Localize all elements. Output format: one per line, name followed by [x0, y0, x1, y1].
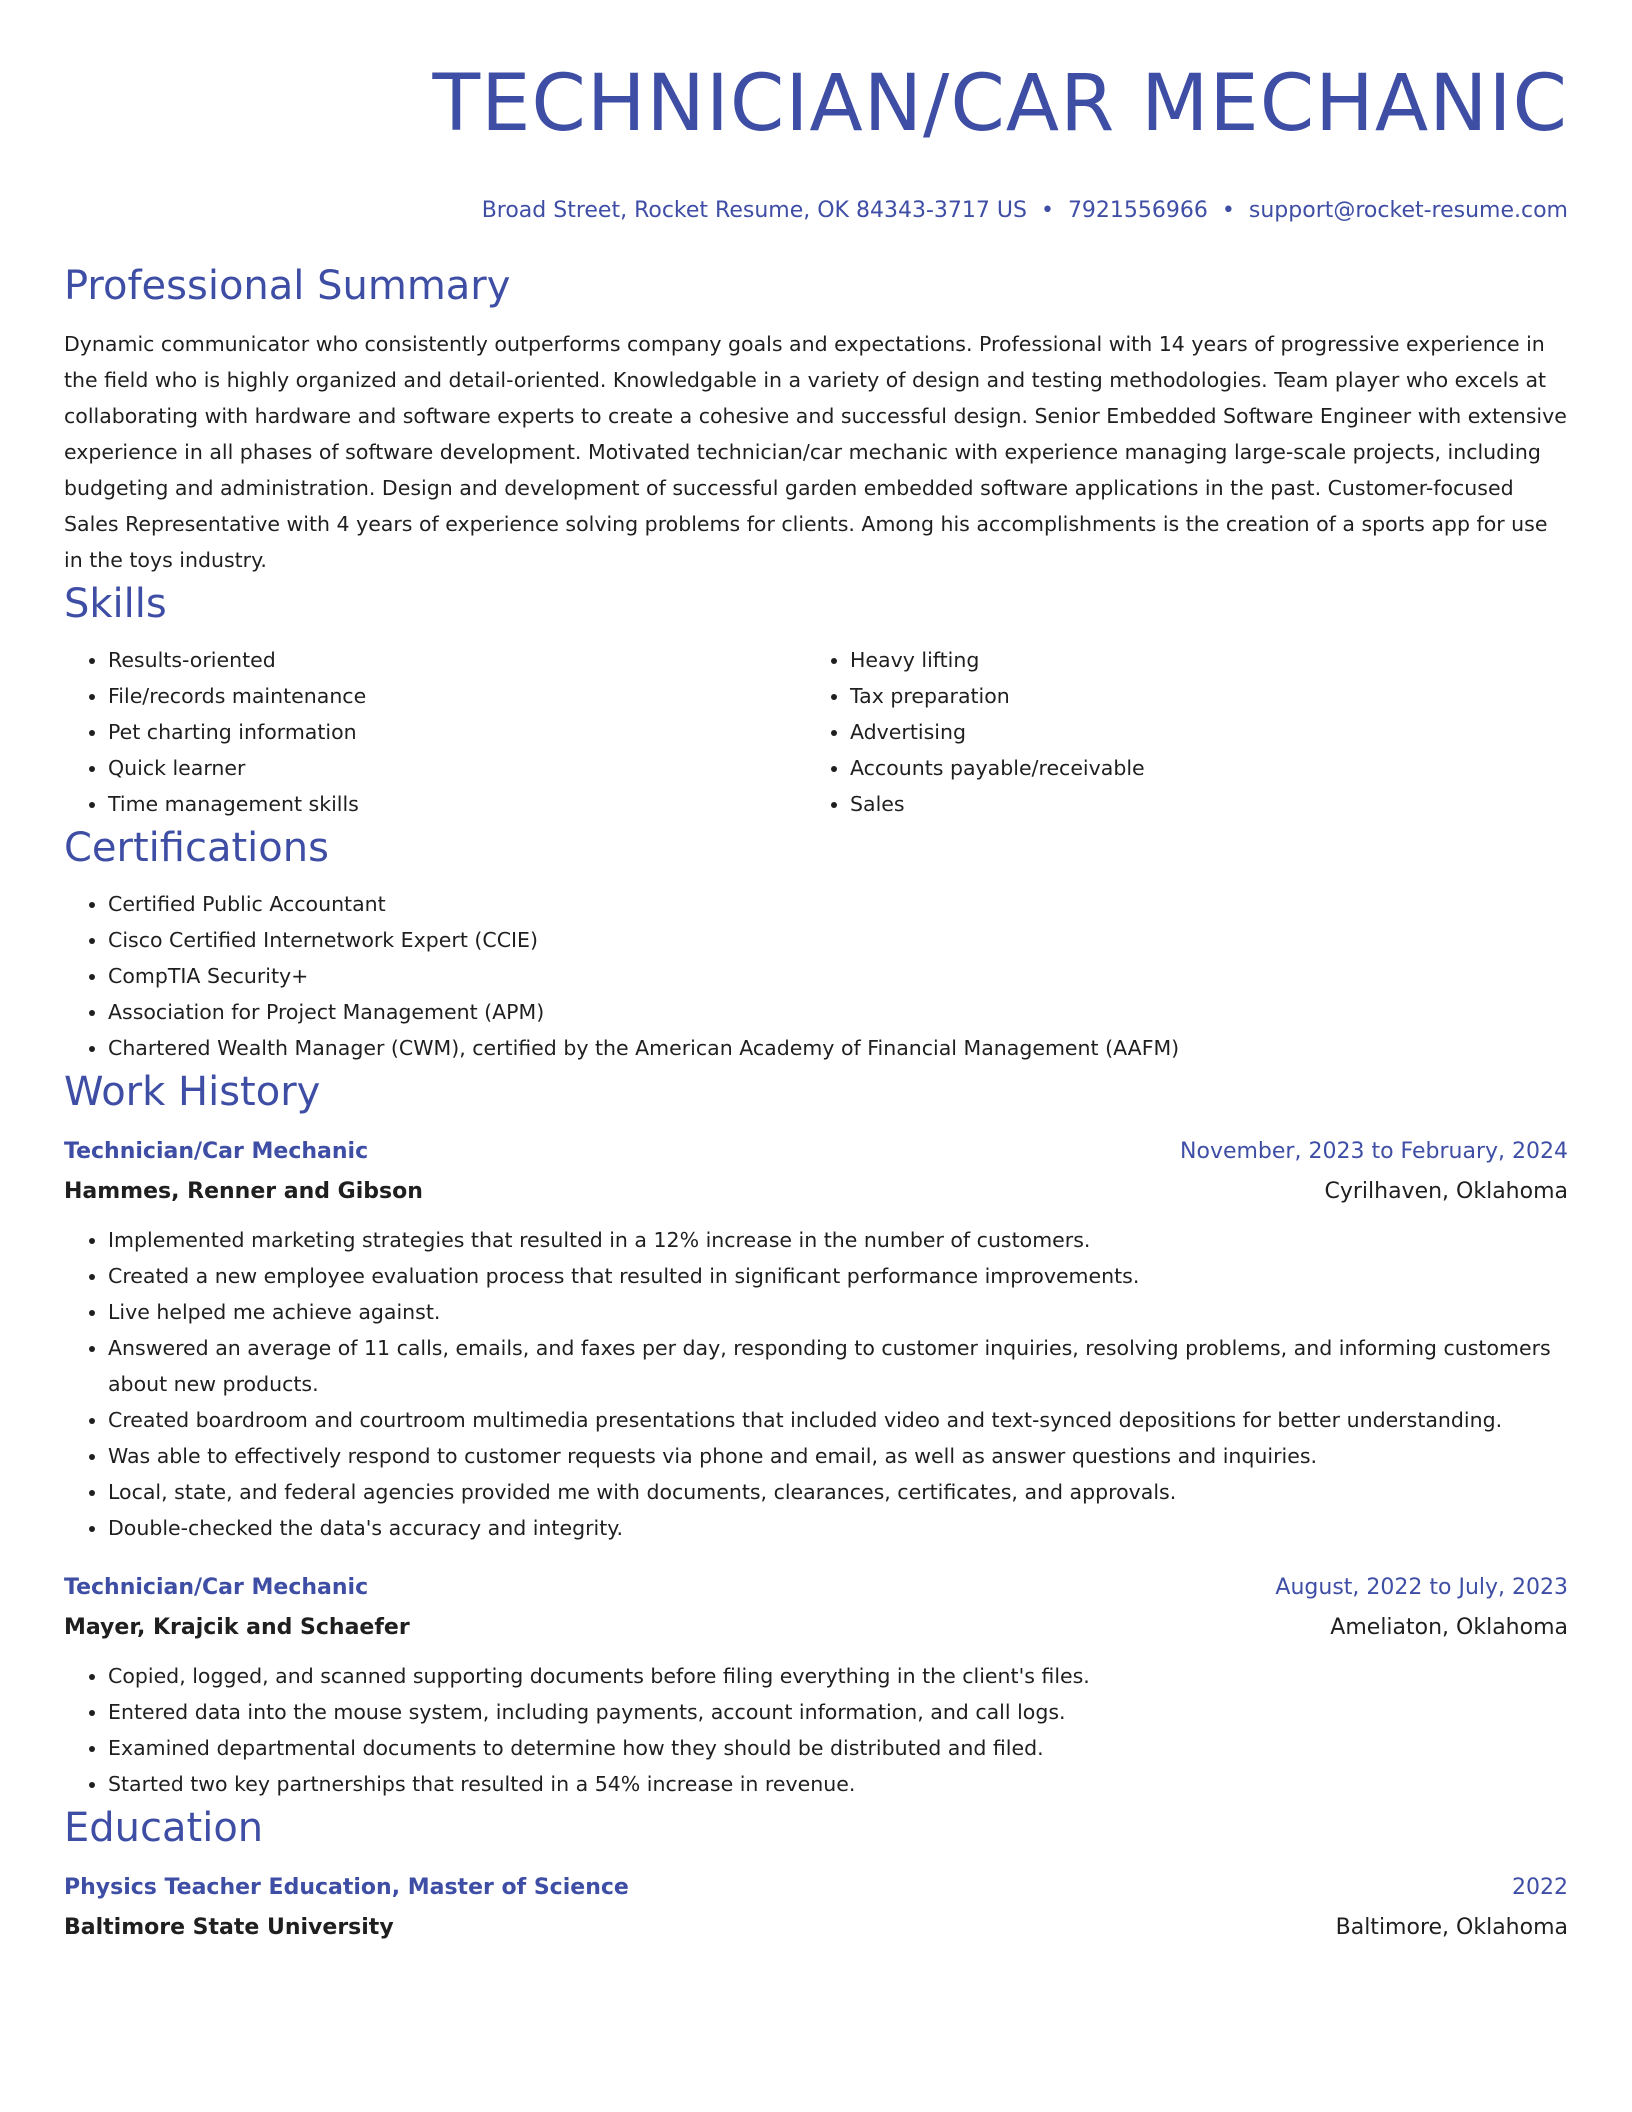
skill-item: • Tax preparation [850, 678, 1548, 714]
job-bullet: • Entered data into the mouse system, including payments, account information, and call logs. [108, 1694, 1568, 1730]
education-degree-row [64, 1868, 1568, 1908]
education-year: 2022 [1512, 1875, 1568, 1900]
job-bullet: • Double-checked the data's accuracy and integrity. [108, 1510, 1568, 1546]
job-title-row [64, 1132, 1568, 1172]
job-company-row [64, 1172, 1568, 1212]
resume-header [64, 0, 1568, 226]
education-school: Baltimore State University [64, 1915, 394, 1940]
job-dates: November, 2023 to February, 2024 [1180, 1139, 1568, 1164]
education-entry [64, 1868, 1568, 1948]
job-bullet: • Examined departmental documents to determine how they should be distributed and filed. [108, 1730, 1568, 1766]
certification-item: • Cisco Certified Internetwork Expert (CCIE) [108, 922, 1568, 958]
skill-item: • Accounts payable/receivable [850, 750, 1548, 786]
job-bullet: • Implemented marketing strategies that resulted in a 12% increase in the number of customers. [108, 1222, 1568, 1258]
certification-item: • CompTIA Security+ [108, 958, 1568, 994]
education-school-row [64, 1908, 1568, 1948]
contact-phone: 7921556966 [1067, 198, 1208, 223]
certification-item: • Chartered Wealth Manager (CWM), certified by the American Academy of Financial Management (AAFM) [108, 1030, 1568, 1066]
job-entry [64, 1132, 1568, 1546]
job-location: Ameliaton, Oklahoma [1330, 1615, 1568, 1640]
skills-list [64, 642, 1568, 822]
section-title-summary: Professional Summary [64, 263, 511, 309]
section-title-certifications: Certifications [64, 825, 329, 871]
section-title-work-history: Work History [64, 1069, 321, 1115]
job-dates: August, 2022 to July, 2023 [1275, 1575, 1568, 1600]
job-bullet: • Local, state, and federal agencies provided me with documents, clearances, certificates, and approvals. [108, 1474, 1568, 1510]
skill-item: • Heavy lifting [850, 642, 1548, 678]
job-bullet: • Created a new employee evaluation process that resulted in significant performance improvements. [108, 1258, 1568, 1294]
section-title-skills: Skills [64, 581, 167, 627]
job-bullet: • Started two key partnerships that resulted in a 54% increase in revenue. [108, 1766, 1568, 1802]
skill-item: • Time management skills [108, 786, 806, 822]
contact-address: Broad Street, Rocket Resume, OK 84343-3717 US [481, 198, 1027, 223]
education-degree: Physics Teacher Education, Master of Science [64, 1875, 629, 1900]
job-company-row [64, 1608, 1568, 1648]
summary-text: Dynamic communicator who consistently outperforms company goals and expectations. Professional with 14 years of progressive experience in the field who is highly organized and detail-oriented. Knowledgable in a variety of design and testing methodologies. Team player who excels at collaborating with hardware and software experts to create a cohesive and successful design. Senior Embedded Software Engineer with extensive experience in all phases of software development. Motivated technician/car mechanic with experience managing large-scale projects, including budgeting and administration. Design and development of successful garden embedded software applications in the past. Customer-focused Sales Representative with 4 years of experience solving problems for clients. Among his accomplishments is the creation of a sports app for use in the toys industry. [64, 332, 1567, 572]
job-location: Cyrilhaven, Oklahoma [1324, 1179, 1568, 1204]
job-bullet: • Created boardroom and courtroom multimedia presentations that included video and text-synced depositions for better understanding. [108, 1402, 1568, 1438]
contact-separator: • [1221, 198, 1235, 223]
job-bullet: • Answered an average of 11 calls, emails, and faxes per day, responding to customer inquiries, resolving problems, and informing customers about new products. [108, 1330, 1568, 1402]
education-location: Baltimore, Oklahoma [1335, 1915, 1568, 1940]
job-company: Mayer, Krajcik and Schaefer [64, 1615, 410, 1640]
skill-item: • Pet charting information [108, 714, 806, 750]
job-bullet: • Copied, logged, and scanned supporting documents before filing everything in the client's files. [108, 1658, 1568, 1694]
contact-line [64, 196, 1568, 226]
job-entry [64, 1568, 1568, 1802]
job-title: Technician/Car Mechanic [64, 1575, 369, 1600]
skills-column-right [806, 642, 1548, 822]
job-bullet: • Live helped me achieve against. [108, 1294, 1568, 1330]
contact-separator: • [1040, 198, 1054, 223]
certification-item: • Certified Public Accountant [108, 886, 1568, 922]
job-title-row [64, 1568, 1568, 1608]
contact-email[interactable]: support@rocket-resume.com [1248, 198, 1568, 223]
job-company: Hammes, Renner and Gibson [64, 1179, 423, 1204]
skill-item: • Results-oriented [108, 642, 806, 678]
skill-item: • Quick learner [108, 750, 806, 786]
candidate-name: TECHNICIAN/CAR MECHANIC [432, 59, 1568, 149]
skills-column-left [64, 642, 806, 822]
job-title: Technician/Car Mechanic [64, 1139, 369, 1164]
job-bullets [64, 1658, 1568, 1802]
job-bullet: • Was able to effectively respond to customer requests via phone and email, as well as answer questions and inquiries. [108, 1438, 1568, 1474]
skill-item: • File/records maintenance [108, 678, 806, 714]
skill-item: • Sales [850, 786, 1548, 822]
certifications-list [64, 886, 1568, 1066]
section-title-education: Education [64, 1805, 264, 1851]
skill-item: • Advertising [850, 714, 1548, 750]
certification-item: • Association for Project Management (APM) [108, 994, 1568, 1030]
job-bullets [64, 1222, 1568, 1546]
